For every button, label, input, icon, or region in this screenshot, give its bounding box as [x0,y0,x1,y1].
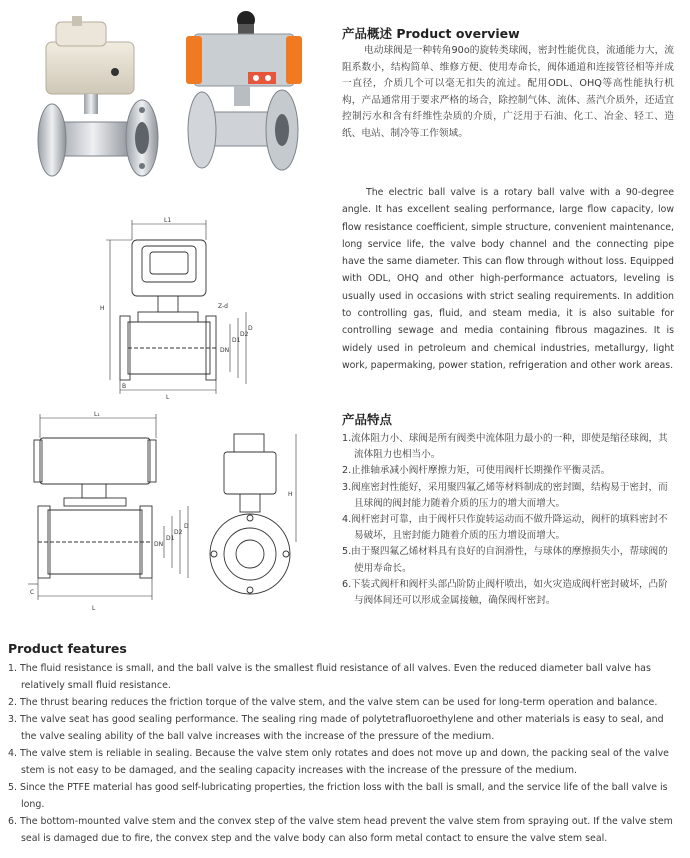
dim-label-c-b: C [30,589,35,596]
list-item: 5.由于聚四氟乙烯材料具有良好的自润滑性，与球体的摩擦损失小，帮球阀的使用寿命长。 [342,546,668,574]
list-item: 1. The fluid resistance is small, and the ball valve is the smallest fluid resistance of all valves. Even the reduced diameter ball valve has relatively small fluid resistance. [8,663,651,691]
list-item: 3. The valve seat has good sealing performance. The sealing ring made of polytetrafluoroethylene and other materials is easy to seal, and the valve sealing ability of the ball valve increases with the increase of the pressure of the medium. [8,714,664,742]
features-cn-title: 产品特点 [342,412,393,427]
electric-valve-dimension-drawing [92,212,262,402]
dim-label-d2-b: D2 [174,529,183,536]
overview-en-paragraph: The electric ball valve is a rotary ball valve with a 90-degree angle. It has excellent sealing performance, large flow capacity, low flow resistance coefficient, simple structure, convenient maintenance, long service life, the valve body channel and the connecting pipe have the same diameter. This can flow through without loss. Equipped with ODL, OHQ and other high-performance actuators, leveling is usually used in occasions with strict sealing requirements. In addition to controlling gas, fluid, and steam media, it is also suitable for controlling sewage and media containing fibrous magazines. It is widely used in petroleum and chemical industries, metallurgy, light work, papermaking, power station, refrigeration and other work areas. [342,187,674,371]
dim-label-l1-b: L₁ [94,411,100,418]
dim-label-l-b: L [92,605,96,612]
list-item: 6.下装式阀杆和阀杆头部凸阶防止阀杆喷出，如火灾造成阀杆密封破坏，凸阶与阀体间还可以形成金属接触，确保阀杆密封。 [342,578,668,607]
electric-ball-valve-photo [20,10,170,190]
list-item: 4.阀杆密封可靠，由于阀杆只作旋转运动而不做升降运动，阀杆的填料密封不易破坏，且密封能力随着介质的压力增设而增大。 [342,514,668,542]
dim-label-dn-b: DN [154,541,164,548]
dim-label-z: Z-d [218,303,228,310]
dim-label-dn: DN [220,347,230,354]
dim-label-h: H [100,305,105,312]
features-en-list [8,660,680,847]
list-item: 2.止推轴承减小阀杆摩擦力矩，可使用阀杆长期操作平衡灵活。 [342,465,611,477]
dim-label-d1-b: D1 [166,535,175,542]
dim-label-h-b: H [288,491,293,498]
list-item: 1.流体阻力小、球阀是所有阀类中流体阻力最小的一种，即使是缩径球阀，其流体阻力也相当小。 [342,433,668,461]
pneumatic-valve-dimension-drawing [18,406,308,616]
list-item: 3.阀座密封性能好，采用聚四氟乙烯等材料制成的密封圈，结构易于密封，而且球阀的阀封能力随着介质的压力的增大而增大。 [342,481,668,509]
list-item: 2. The thrust bearing reduces the friction torque of the valve stem, and the valve stem can be used for long-term operation and balance. [8,697,658,708]
overview-cn-paragraph: 电动球阀是一种转角90o的旋转类球阀，密封性能优良，流通能力大，流阻系数小，结构简单、维修方便、使用寿命长，阀体通道和连接管径相等并成一直径，介质几个可以毫无扣失的流过。配用ODL、OHQ等高性能执行机构，产品通常用于要求严格的场合，除控制气体、流体、蒸汽介质外，还适宜控制污水和含有纤维性杂质的介质，广泛用于石油、化工、冶金、轻工、造纸、电站、制冷等工作领域。 [342,45,674,139]
dim-label-d2: D2 [240,331,249,338]
dim-label-d-b: D [184,523,189,530]
overview-title: 产品概述 Product overview [342,26,520,41]
list-item: 6. The bottom-mounted valve stem and the convex step of the valve stem head prevent the valve stem from spraying out. If the valve stem seal is damaged due to fire, the convex step and the valve body can also form metal contact to ensure the valve stem seal. [8,816,673,844]
dim-label-l1: L1 [164,217,172,224]
dim-label-d: D [248,325,253,332]
features-en-title: Product features [8,641,127,656]
features-cn-list [342,431,674,609]
pneumatic-ball-valve-photo [172,8,307,188]
dim-label-l: L [166,394,170,401]
dim-label-d1: D1 [232,337,241,344]
list-item: 4. The valve stem is reliable in sealing. Because the valve stem only rotates and does not move up and down, the packing seal of the valve stem is not easy to be damaged, and the sealing capacity increases with the increase of the pressure of the medium. [8,748,669,776]
list-item: 5. Since the PTFE material has good self-lubricating properties, the friction loss with the ball is small, and the service life of the ball valve is long. [8,782,668,810]
dim-label-b: B [122,383,127,390]
